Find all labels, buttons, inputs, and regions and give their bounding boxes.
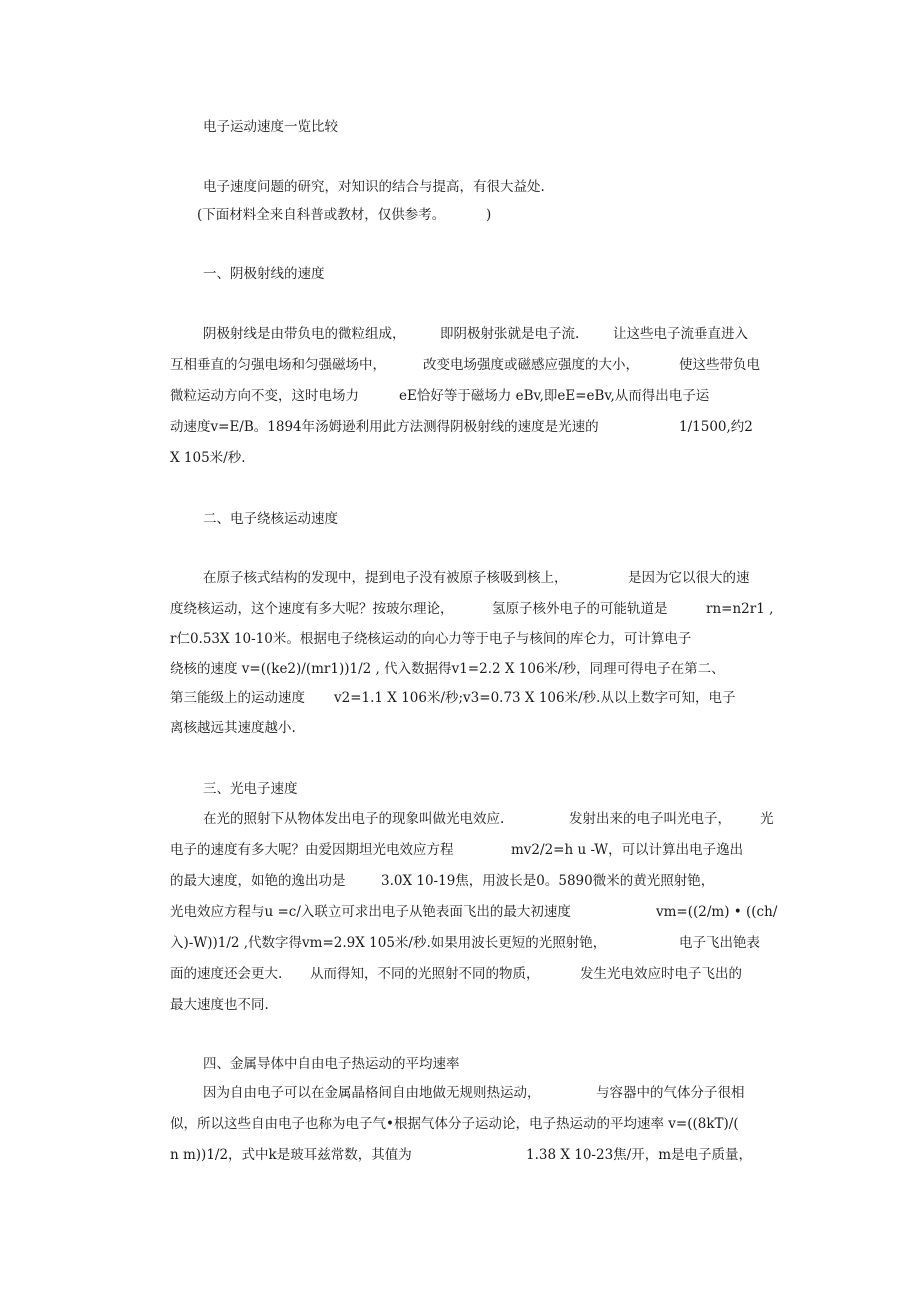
text-run: 即阴极射张就是电子流. [440, 326, 580, 342]
intro-line-1 [0, 177, 920, 197]
s4-line-3 [0, 1145, 920, 1165]
text-run: 电子飞出铯表 [679, 935, 760, 951]
text-run: 第三能级上的运动速度 [170, 690, 305, 706]
s2-line-6 [0, 718, 920, 738]
text-run: 互相垂直的匀强电场和匀强磁场中， [170, 357, 386, 373]
text-run: 离核越远其速度越小. [170, 720, 296, 736]
text-run: 绕核的速度 v=((ke2)/(mr1))1/2 , 代入数据得v1=2.2 X 106米/秒，同理可得电子在第二、 [170, 661, 725, 677]
s3-line-3 [0, 871, 920, 891]
section-3-heading [0, 779, 920, 799]
s3-line-4 [0, 902, 920, 922]
text-run: 度绕核运动，这个速度有多大呢？按玻尔理论， [170, 601, 454, 617]
text-run: 使这些带负电 [679, 357, 760, 373]
section-2-heading [0, 509, 920, 529]
text-run: 1.38 X 10-23焦/开，m是电子质量， [526, 1147, 753, 1163]
text-run: 微粒运动方向不变，这时电场力 [170, 388, 359, 404]
s2-line-5 [0, 688, 920, 708]
text-run: 电子速度问题的研究，对知识的结合与提高，有很大益处. [203, 179, 545, 195]
text-run: X 105米/秒. [170, 450, 246, 466]
text-run: 3.0X 10-19焦，用波长是0。5890微米的黄光照射铯， [381, 873, 715, 889]
text-run: 与容器中的气体分子很相 [596, 1085, 745, 1101]
s3-line-7 [0, 995, 920, 1015]
s2-line-3 [0, 629, 920, 649]
text-run: 因为自由电子可以在金属晶格间自由地做无规则热运动， [203, 1085, 541, 1101]
s4-line-1 [0, 1083, 920, 1103]
section-4-heading [0, 1054, 920, 1074]
s3-line-2 [0, 840, 920, 860]
text-run: (下面材料全来自科普或教材，仅供参考。 [197, 207, 446, 223]
intro-line-2 [0, 205, 920, 225]
s1-line-1 [0, 324, 920, 344]
s1-line-4 [0, 417, 920, 437]
text-run: 是因为它以很大的速 [628, 570, 750, 586]
text-run: 在原子核式结构的发现中，提到电子没有被原子核吸到核上， [203, 570, 568, 586]
document-title [0, 117, 920, 137]
text-run: eE恰好等于磁场力 eBv,即eE=eBv,从而得出电子运 [399, 388, 710, 404]
text-run: 似，所以这些自由电子也称为电子气•根据气体分子运动论，电子热运动的平均速率 v=((8kT)/( [170, 1116, 739, 1132]
heading-text: 二、电子绕核运动速度 [203, 511, 338, 527]
text-run: 的最大速度，如铯的逸出功是 [170, 873, 346, 889]
text-run: r仁0.53X 10-10米。根据电子绕核运动的向心力等于电子与核间的库仑力，可计算电子 [170, 631, 692, 647]
text-run: 最大速度也不同. [170, 997, 269, 1013]
text-run: 面的速度还会更大. [170, 966, 283, 982]
title-text: 电子运动速度一览比较 [203, 119, 338, 135]
s1-line-3 [0, 386, 920, 406]
text-run: 光 [760, 811, 774, 827]
s1-line-5 [0, 448, 920, 468]
text-run: 光电效应方程与u =c/入联立可求出电子从铯表面飞出的最大初速度 [170, 904, 571, 920]
s3-line-5 [0, 933, 920, 953]
s3-line-6 [0, 964, 920, 984]
text-run: 在光的照射下从物体发出电子的现象叫做光电效应. [203, 811, 505, 827]
heading-text: 四、金属导体中自由电子热运动的平均速率 [203, 1056, 460, 1072]
text-run: 发生光电效应时电子飞出的 [580, 966, 742, 982]
s4-line-2 [0, 1114, 920, 1134]
text-run: 电子的速度有多大呢？由爱因期坦光电效应方程 [170, 842, 454, 858]
text-run: 氢原子核外电子的可能轨道是 [492, 601, 668, 617]
section-1-heading [0, 264, 920, 284]
text-run: 让这些电子流垂直进入 [613, 326, 748, 342]
heading-text: 一、阴极射线的速度 [203, 266, 325, 282]
text-run: vm=((2/m) • ((ch/ [656, 904, 778, 920]
s2-line-1 [0, 568, 920, 588]
text-run: 动速度v=E/B。1894年汤姆逊利用此方法测得阴极射线的速度是光速的 [170, 419, 599, 435]
text-run: 1/1500,约2 [679, 419, 753, 435]
text-run: 入)-W))1/2 ,代数字得vm=2.9X 105米/秒.如果用波长更短的光照射铯， [170, 935, 607, 951]
text-run: 发射出来的电子叫光电子， [569, 811, 731, 827]
heading-text: 三、光电子速度 [203, 781, 298, 797]
s2-line-2 [0, 599, 920, 619]
text-run: 阴极射线是由带负电的微粒组成， [203, 326, 406, 342]
text-run: 从而得知，不同的光照射不同的物质， [310, 966, 540, 982]
text-run: ) [486, 207, 492, 223]
text-run: 改变电场强度或磁感应强度的大小， [423, 357, 639, 373]
s3-line-1 [0, 809, 920, 829]
text-run: mv2/2=h u -W，可以计算出电子逸出 [511, 842, 744, 858]
text-run: n m))1/2，式中k是玻耳兹常数，其值为 [170, 1147, 412, 1163]
s2-line-4 [0, 659, 920, 679]
text-run: rn=n2r1 , [706, 601, 774, 617]
text-run: v2=1.1 X 106米/秒;v3=0.73 X 106米/秒.从以上数字可知，电子 [334, 690, 736, 706]
s1-line-2 [0, 355, 920, 375]
